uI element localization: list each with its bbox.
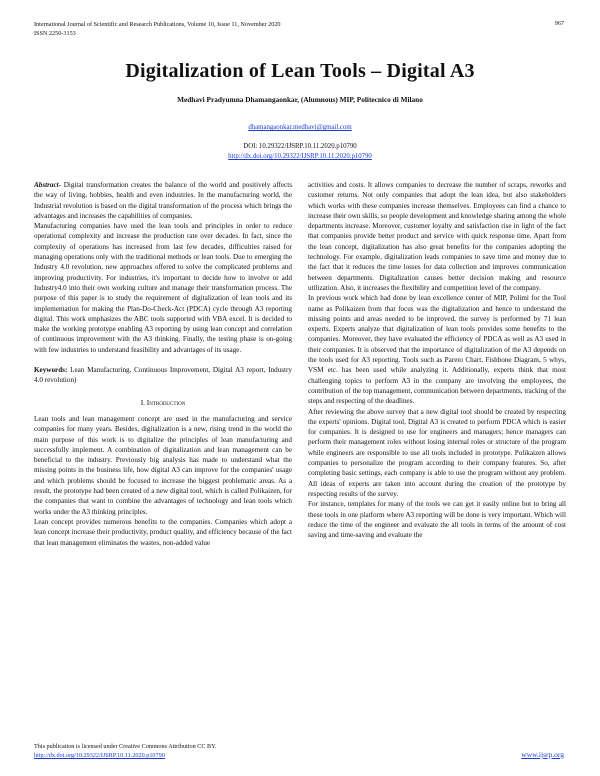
page-number: 967: [554, 20, 564, 27]
section-heading: I. Introduction: [140, 397, 186, 407]
doi-link[interactable]: http://dx.doi.org/10.29322/IJSRP.10.11.2020.p10790: [228, 153, 372, 160]
doi-text: DOI: 10.29322/IJSRP.10.11.2020.p10790: [243, 143, 357, 150]
license-note: This publication is licensed under Creative Commons Attribution CC BY.: [34, 743, 217, 750]
running-header: [34, 20, 280, 38]
footer-doi-link[interactable]: http://dx.doi.org/10.29322/IJSRP.10.11.2020.p10790: [34, 752, 165, 759]
abstract-paragraph-2: Manufacturing companies have used the lean tools and principles in order to reduce operational complexity and increase the production rate over decades. In fact, since the complexity of operations has increased from last few decades, difficulties raised for managing operations only with the traditional methods or lean tools. Due to emerging the Industry 4.0 revolution, new approaches offered to solve the complicated problems and improving productivity. For industries, it's important to decide how to involve or add Industry4.0 into their own working culture and manage their transformation process. The purpose of this paper is to study the requirement of digitalization of lean tools and its implementation for making the Plan-Do-Check-Act (PDCA) cycle through A3 reporting digital. This work emphasizes the ABC tools supported with VBA excel. It is decided to make the working prototype enabling A3 reporting by using lean concept and correlation of continuous improvement with the A3 thinking. Finally, the testing phase is on-going with few industries to understand feasibility and advantages of its usage.: [34, 222, 292, 354]
issn: ISSN 2250-3153: [34, 30, 76, 37]
intro-paragraph-2: Lean concept provides numerous benefits to the companies. Companies which adopt a lean concept increase their productivity, product quality, and efficiency because of the fact that lean management eliminates the wastes, non-added value: [34, 517, 292, 547]
paper-title: Digitalization of Lean Tools – Digital A3: [125, 60, 475, 82]
right-column: [308, 180, 566, 740]
site-link[interactable]: www.ijsrp.org: [521, 750, 564, 759]
keywords: [34, 365, 292, 386]
doi-block: [0, 142, 600, 162]
right-paragraph-1: activities and costs. It allows companies to decrease the number of scraps, reworks and customer returns. Not only companies that adopt the lean idea, but also stakeholders which works with these companies increase themselves. Employees can find a chance to increase their own skills, so people development and knowledge sharing among the whole departments increase. Moreover, customer loyalty and satisfaction rise in light of the fact that companies provide better product and service with quick response time. Apart from the lean concept, digitalization has also great benefits for the companies adopting the technology. For example, digitalization leads companies to save time and money due to the fact that it reduces the time losses for data collection and improves communication between departments. Digitalization causes better decision making and resource utilization. Also, it increases the flexibility and competition level of the company.: [308, 181, 566, 292]
keywords-label: Keywords:: [34, 366, 68, 375]
footer: [34, 742, 216, 760]
journal-name: International Journal of Scientific and Research Publications, Volume 10, Issue 11, November 2020: [34, 21, 281, 28]
author-email-link[interactable]: dhamangaonkar.medhavi@gmail.com: [248, 124, 352, 131]
abstract-text: Digital transformation creates the balance of the world and positively affects the way of living, hobbies, health and even industries. In the manufacturing world, the Industrial revolution is based on the digital transformation of the process which brings the advantages and increases the capabilities of companies.: [34, 181, 292, 220]
right-paragraph-4: For instance, templates for many of the tools we can get it easily online but to bring all these tools in one platform where A3 reporting will be done is very important. Which will reduce the time of the engineer and evaluate the all tools in terms of the amount of cost saving and time-saving and evaluate the: [308, 500, 566, 540]
keywords-text: Lean Manufacturing, Continuous Improvement, Digital A3 report, Industry 4.0 revolution): [34, 366, 292, 385]
abstract: [34, 180, 292, 221]
right-paragraph-2: In previous work which had done by lean excellence center of MIP, Polimi for the Tool name as Polikaizen from that focus was the digitalization and hence to understand the missing points and areas needed to be improved, the survey is performed by 71 lean experts. Experts analyze that digitalization of lean tools provides some benefits to the companies. Moreover, they have evaluated the efficiency of PDCA as well as A3 used in their companies. It is observed that the importance of digitalization of the A3 depends on the tools used for A3 reporting. Tools such as Pareto Chart, Fishbone Diagram, 5 whys, VSM etc. has been used while analyzing it. Additionally, experts think that most challenging topics to perform A3 in the company are involving the employees, the contribution of the top management, communication between departments, tracking of the steps and respecting of the deadlines.: [308, 294, 566, 406]
left-column: [34, 180, 292, 740]
intro-paragraph-1: Lean tools and lean management concept are used in the manufacturing and service companies for many years. Besides, digitalization is a new, rising trend in the world the main purpose of this work is to digitalize the principles of lean manufacturing and successfully implement. A combination of digitalization and lean management can be beneficial to the industry. Previously big analysis has made to understand what the missing points in the business life, how digital A3 can improve for the companies' usage and which problems should be focused to increase the biggest problematic areas. As a result, the prototype had been created of a new digital tool, which is called Polikaizen, for the companies that want to combine the advantages of technology and lean tools which works under the A3 thinking principles.: [34, 414, 292, 516]
right-paragraph-3: After reviewing the above survey that a new digital tool should be created by respecting the experts' opinions. Digital tool, Digital A3 is created to perform PDCA which is easier for companies. It is designed to use for engineers and managers; hence managers can perform their management roles without losing internal roles or structure of the program while engineers are responsible to use all tools included in prototype. Polikaizen allows companies to personalize the program according to their company features. So, after completing basic settings, each company is able to use the program without any problem. All ideas of experts are taken into account during the creation of the prototype by respecting results of the survey.: [308, 407, 566, 498]
abstract-label: Abstract-: [34, 181, 61, 189]
author-line: Medhavi Pradyumna Dhamangaonkar, (Alumnous) MIP, Politecnico di Milano: [177, 95, 423, 104]
